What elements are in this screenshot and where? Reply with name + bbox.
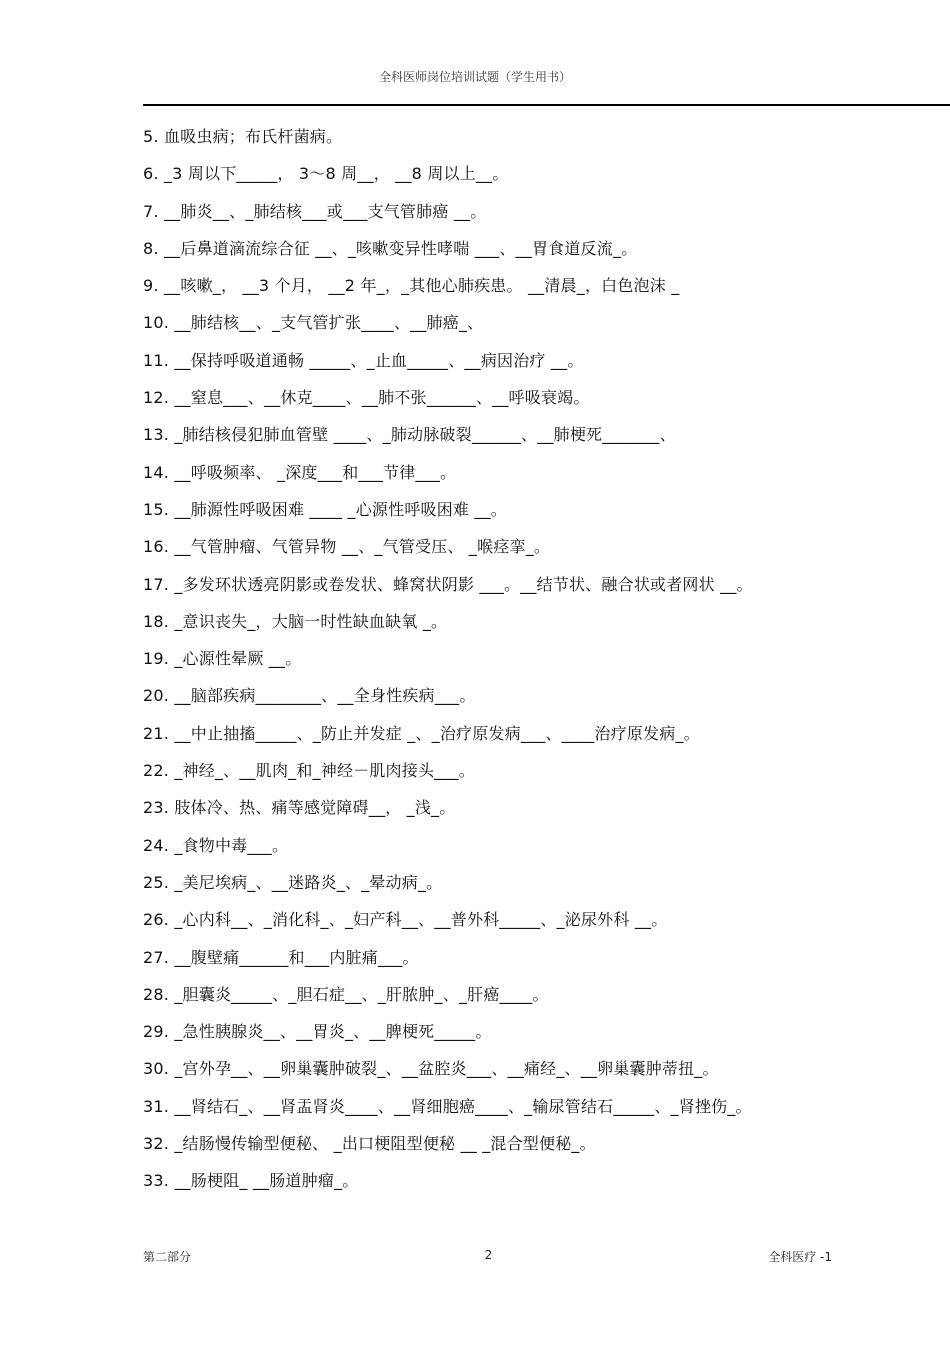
answer-text: __后鼻道滴流综合征 __、_咳嗽变异性哮喘 ___、__胃食道反流_。 [163, 238, 638, 258]
answer-text: _急性胰腺炎__、__胃炎_、__脾梗死_____。 [174, 1022, 492, 1042]
answer-number: 17. [143, 574, 170, 594]
footer-section: 第二部分 [143, 1250, 192, 1264]
answer-item [143, 870, 933, 907]
page-header: 全科医师岗位培训试题（学生用书） [378, 70, 571, 84]
answer-list [143, 124, 933, 1206]
answer-text: __窒息___、__休克____、__肺不张______、__呼吸衰竭。 [174, 388, 590, 408]
answer-number: 19. [143, 649, 170, 669]
answer-number: 13. [143, 425, 170, 445]
answer-item [143, 683, 933, 720]
answer-item [143, 1094, 933, 1131]
answer-text: __肺结核__、_支气管扩张____、__肺癌_、 [174, 313, 484, 333]
answer-item [143, 1131, 933, 1168]
answer-number: 24. [143, 835, 170, 855]
answer-number: 16. [143, 537, 170, 557]
answer-item [143, 1019, 933, 1056]
answer-item [143, 646, 933, 683]
answer-text: _意识丧失_，大脑一时性缺血缺氧 _。 [174, 611, 448, 631]
answer-item [143, 422, 933, 459]
answer-number: 33. [143, 1171, 170, 1191]
answer-text: _结肠慢传输型便秘、 _出口梗阻型便秘 __ _混合型便秘_。 [174, 1134, 596, 1154]
answer-item [143, 758, 933, 795]
answer-text: _肺结核侵犯肺血管壁 ____、_肺动脉破裂______、__肺梗死_______、 [174, 425, 676, 445]
answer-text: _3 周以下_____， 3～8 周__， __8 周以上__。 [163, 164, 509, 184]
answer-text: _神经_、__肌肉_和_神经－肌肉接头___。 [174, 761, 475, 781]
footer-page-number: 2 [484, 1248, 493, 1262]
answer-text: _食物中毒___。 [174, 835, 289, 855]
answer-number: 8. [143, 238, 159, 258]
answer-item [143, 273, 933, 310]
answer-item [143, 609, 933, 646]
answer-text: __呼吸频率、 _深度___和___节律___。 [174, 462, 457, 482]
answer-text: _心内科__、_消化科_、_妇产科__、__普外科_____、_泌尿外科 __。 [174, 910, 668, 930]
answer-text: __保持呼吸道通畅 _____、_止血_____、__病因治疗 __。 [174, 350, 584, 370]
answer-item [143, 945, 933, 982]
answer-number: 12. [143, 388, 170, 408]
answer-item [143, 497, 933, 534]
header-rule [143, 104, 950, 106]
answer-text: 肢体冷、热、痛等感觉障碍__， _浅_。 [174, 798, 456, 818]
footer-course: 全科医疗 -1 [768, 1250, 832, 1264]
answer-text: __咳嗽_， __3 个月， __2 年_，_其他心肺疾患。 __清晨_，白色泡沫 _ [163, 276, 680, 296]
answer-item [143, 161, 933, 198]
answer-number: 25. [143, 872, 170, 892]
answer-number: 9. [143, 276, 159, 296]
answer-number: 22. [143, 761, 170, 781]
answer-text: __气管肿瘤、气管异物 __、_气管受压、 _喉痉挛_。 [174, 537, 551, 557]
answer-number: 32. [143, 1134, 170, 1154]
answer-number: 26. [143, 910, 170, 930]
answer-item [143, 460, 933, 497]
answer-item [143, 124, 933, 161]
answer-text: _多发环状透亮阴影或卷发状、蜂窝状阴影 ___。__结节状、融合状或者网状 __。 [174, 574, 753, 594]
answer-text: __脑部疾病________、__全身性疾病___。 [174, 686, 476, 706]
answer-text: _宫外孕__、__卵巢囊肿破裂_、__盆腔炎___、__痛经_、__卵巢囊肿蒂扭_。 [174, 1059, 719, 1079]
answer-item [143, 534, 933, 571]
answer-item [143, 385, 933, 422]
answer-item [143, 833, 933, 870]
answer-text: 血吸虫病；布氏杆菌病。 [163, 127, 343, 146]
answer-number: 15. [143, 499, 170, 519]
answer-text: __中止抽搐_____、_防止并发症 _、_治疗原发病___、____治疗原发病_。 [174, 723, 700, 743]
answer-number: 14. [143, 462, 170, 482]
answer-item [143, 236, 933, 273]
answer-item [143, 982, 933, 1019]
answer-number: 20. [143, 686, 170, 706]
answer-number: 6. [143, 164, 159, 184]
answer-number: 5. [143, 127, 159, 146]
answer-item [143, 1168, 933, 1205]
answer-text: __肠梗阻_ __肠道肿瘤_。 [174, 1171, 359, 1191]
answer-number: 29. [143, 1022, 170, 1042]
answer-number: 21. [143, 723, 170, 743]
answer-item [143, 199, 933, 236]
answer-number: 23. [143, 798, 170, 818]
answer-number: 7. [143, 201, 159, 221]
answer-number: 18. [143, 611, 170, 631]
answer-number: 28. [143, 984, 170, 1004]
answer-item [143, 907, 933, 944]
answer-text: __肺炎__、_肺结核___或___支气管肺癌 __。 [163, 201, 487, 221]
answer-number: 11. [143, 350, 170, 370]
answer-item [143, 721, 933, 758]
answer-item [143, 795, 933, 832]
answer-number: 27. [143, 947, 170, 967]
answer-number: 10. [143, 313, 170, 333]
answer-text: _美尼埃病_、__迷路炎_、_晕动病_。 [174, 872, 443, 892]
answer-text: _胆囊炎_____、_胆石症__、_肝脓肿_、_肝癌____。 [174, 984, 549, 1004]
answer-item [143, 310, 933, 347]
answer-number: 31. [143, 1096, 170, 1116]
answer-text: __肾结石_、__肾盂肾炎____、__肾细胞癌____、_输尿管结石_____、_肾挫伤_。 [174, 1096, 752, 1116]
answer-item [143, 572, 933, 609]
answer-number: 30. [143, 1059, 170, 1079]
answer-text: __肺源性呼吸困难 ____ _心源性呼吸困难 __。 [174, 499, 508, 519]
answer-item [143, 348, 933, 385]
answer-text: _心源性晕厥 __。 [174, 649, 302, 669]
answer-text: __腹壁痛______和___内脏痛___。 [174, 947, 419, 967]
answer-item [143, 1056, 933, 1093]
